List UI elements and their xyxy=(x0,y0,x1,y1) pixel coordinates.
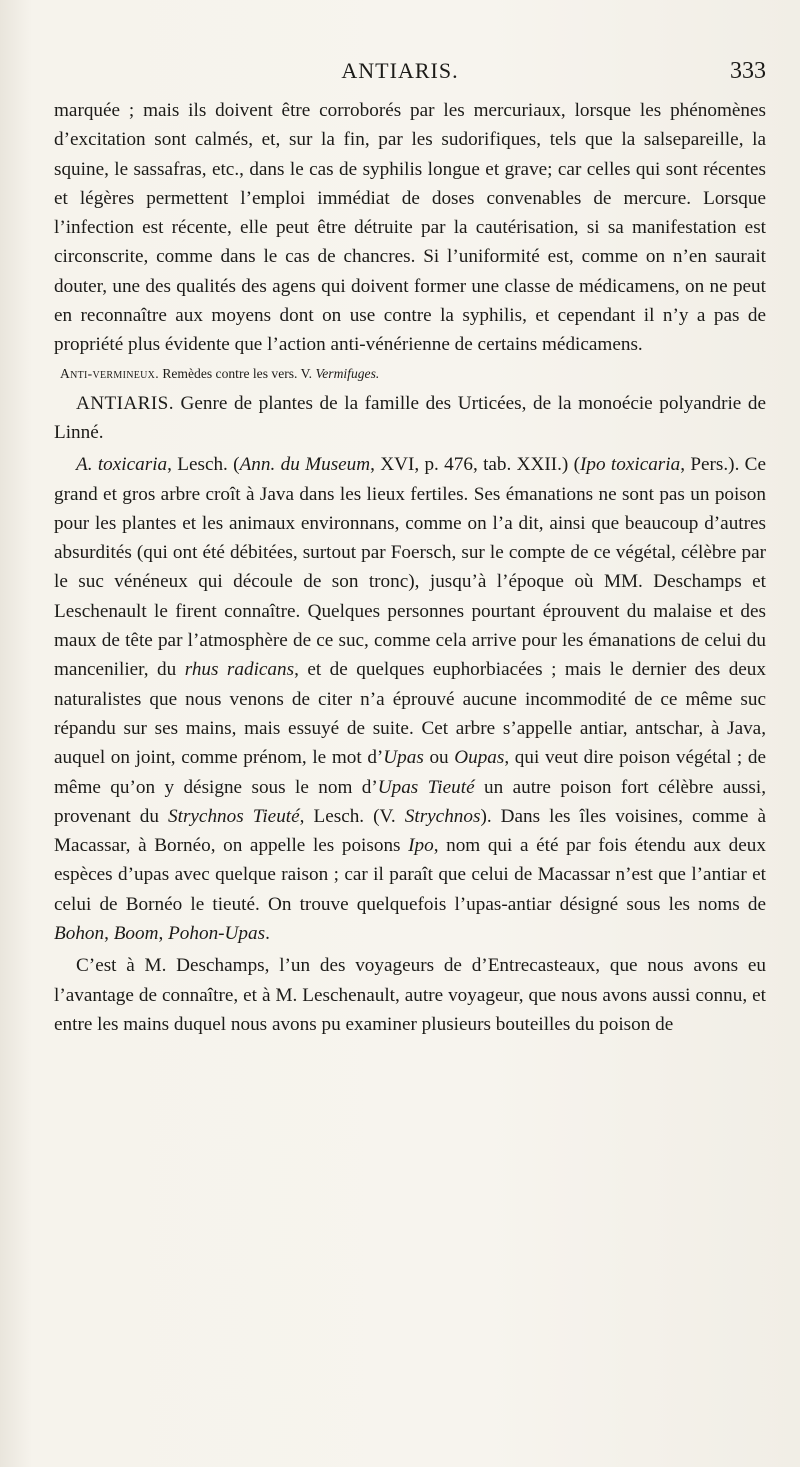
entry-definition: Remèdes contre les vers. V. xyxy=(162,365,313,381)
entry-anti-vermineux xyxy=(60,363,766,385)
body-text xyxy=(54,96,766,1039)
paragraph-toxicaria xyxy=(54,450,766,948)
page-number: 333 xyxy=(730,58,766,84)
species-name: rhus radicans xyxy=(184,659,295,681)
term-italic: Upas xyxy=(383,747,424,769)
entry-definition: Genre de plantes de la famille des Urticées, de la monoécie polyandrie de Linné. xyxy=(54,392,766,443)
running-title: ANTIARIS. xyxy=(341,58,459,83)
entry-term: Anti-vermineux. xyxy=(60,365,159,381)
text-run: ). Dans les îles voisines, comme à Macassar, à Bornéo, on appelle les poisons xyxy=(54,805,766,857)
synonym-name: Ipo toxicaria xyxy=(580,454,681,476)
entry-antiaris xyxy=(54,389,766,448)
text-run: , Lesch. ( xyxy=(167,454,240,476)
text-run: , qui veut dire poison végétal ; de même qu’on y désigne sous le nom d’ xyxy=(54,747,766,798)
journal-name: Ann. du Museum xyxy=(239,454,371,476)
text-run: . xyxy=(265,923,270,945)
term-italic: Ipo xyxy=(408,835,434,857)
text-run: , xyxy=(104,923,114,945)
term-italic: Boom xyxy=(113,923,159,945)
running-head xyxy=(0,58,800,92)
text-run: ou xyxy=(423,747,455,769)
text-run: , Lesch. (V. xyxy=(299,805,405,827)
text-run: un autre poison fort célèbre aussi, provenant du xyxy=(54,776,766,827)
entry-headword: ANTIARIS. xyxy=(76,392,174,414)
text-run: , nom qui a été par fois étendu aux deux espèces d’upas avec quelque raison ; car il paraît que celui de Macassar n’est que l’antiar et celui de Bornéo le tieuté. On trouve quelquefois l’upas-antiar désigné sous les noms de xyxy=(54,835,766,915)
term-italic: Oupas xyxy=(454,747,505,769)
species-name: A. toxicaria xyxy=(76,454,168,476)
paragraph-syphilis-continuation: marquée ; mais ils doivent être corroborés par les mercuriaux, lorsque les phénomènes d’excitation sont calmés, et, sur la fin, par les sudorifiques, tels que la salsepareille, la squine, le sassafras, etc., dans le cas de syphilis longue et grave; car celles qui sont récentes et légères permettent l’emploi immédiat de doses convenables de mercure. Lorsque l’infection est récente, elle peut être détruite par la cautérisation, si sa manifestation est circonscrite, comme dans le cas de chancres. Si l’uniformité est, comme on n’en saurait douter, une des qualités des agens qui doivent former une classe de médicamens, on ne peut en reconnaître aux moyens dont on use contre la syphilis, et cependant il n’y a pas de propriété plus évidente que l’action anti-vénérienne de certains médicamens. xyxy=(54,100,766,356)
term-italic: Bohon xyxy=(54,923,105,945)
text-run: , Pers.). Ce grand et gros arbre croît à Java dans les lieux fertiles. Ses émanations ne sont pas un poison pour les plantes et les animaux environnans, comme on l’a dit, ainsi que beaucoup d’autres absurdités (qui ont été débitées, surtout par Foersch, sur le compte de ce végétal, célèbre par le suc vénéneux qui découle de son tronc), jusqu’à l’époque où MM. Deschamps et Leschenault le firent connaître. Quelques personnes pourtant éprouvent du malaise et des maux de tête par l’atmosphère de ce suc, comme cela arrive pour les émanations de celui du mancenilier, du xyxy=(54,454,767,681)
term-italic: Upas Tieuté xyxy=(377,776,475,798)
term-italic: Pohon-Upas xyxy=(168,923,266,945)
text-run: , xyxy=(158,923,169,945)
text-run: , XVI, p. 476, tab. XXII.) ( xyxy=(370,454,581,476)
entry-cross-reference: Vermifuges. xyxy=(315,365,380,381)
species-name: Strychnos Tieuté xyxy=(168,805,300,827)
cross-reference: Strychnos xyxy=(404,805,481,827)
paragraph-deschamps: C’est à M. Deschamps, l’un des voyageurs de d’Entrecasteaux, que nous avons eu l’avantage de connaître, et à M. Leschenault, autre voyageur, que nous avons aussi connu, et entre les mains duquel nous avons pu examiner plusieurs bouteilles du poison de xyxy=(54,955,766,1035)
text-run: , et de quelques euphorbiacées ; mais le dernier des deux naturalistes que nous venons de citer n’a éprouvé aucune incommodité de ce même suc répandu sur ses mains, mais essuyé de suite. Cet arbre s’appelle antiar, antschar, à Java, auquel on joint, comme prénom, le mot d’ xyxy=(54,659,766,769)
